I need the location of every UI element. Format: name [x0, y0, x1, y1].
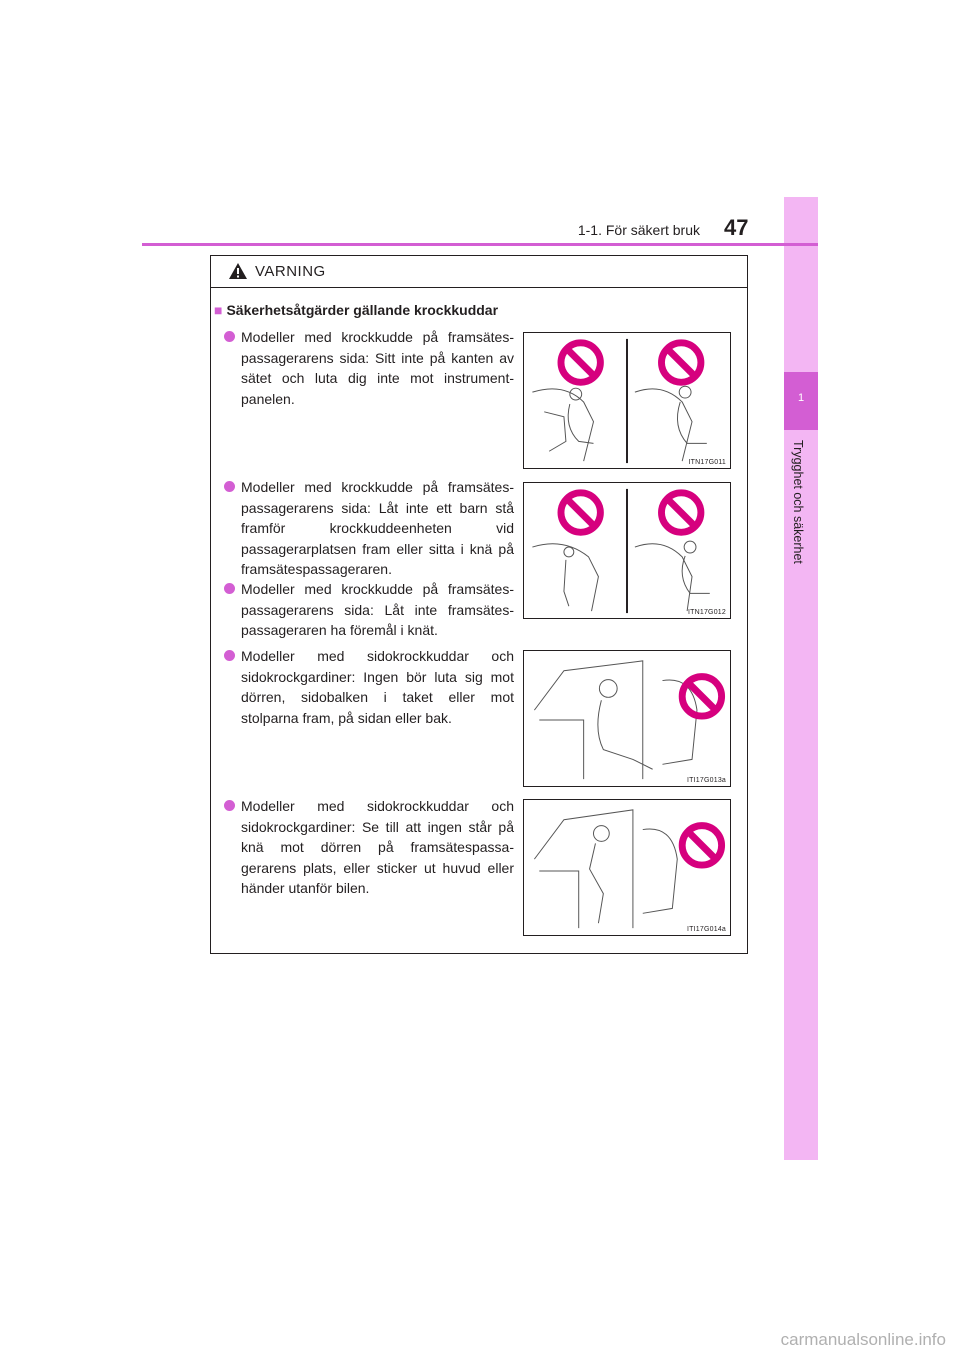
section-title-text: Säkerhetsåtgärder gällande krockkuddar — [226, 302, 499, 318]
figure-leaning-on-dashboard — [523, 332, 731, 469]
section-title — [214, 302, 498, 318]
figure-child-in-front-of-airbag — [523, 482, 731, 619]
warning-header — [211, 256, 747, 288]
illustration-image — [524, 333, 730, 468]
chapter-title: Trygghet och säkerhet — [791, 440, 805, 564]
list-item-text: Modeller med krockkudde på framsätes-passagerarens sida: Låt inte ett barn stå framför krockkuddeenheten vid passagerarplatsen fram eller sitta i knä på framsätespassageraren. — [241, 479, 514, 577]
figure-id: ITN17G012 — [688, 609, 726, 616]
bullet-icon — [224, 583, 235, 594]
header-rule — [142, 243, 818, 246]
list-item — [241, 579, 514, 641]
illustration-image — [524, 800, 730, 935]
bullet-icon — [224, 800, 235, 811]
chapter-side-tab — [784, 197, 818, 1160]
illustration-image — [524, 651, 730, 786]
list-item — [241, 646, 514, 728]
square-bullet-icon: ■ — [214, 302, 223, 318]
chapter-number: 1 — [797, 392, 805, 404]
figure-id: ITI17G014a — [687, 926, 726, 933]
bullet-icon — [224, 331, 235, 342]
figure-kneeling-against-door — [523, 799, 731, 936]
figure-id: ITI17G013a — [687, 777, 726, 784]
warning-label: VARNING — [255, 263, 326, 280]
list-item — [241, 796, 514, 899]
warning-triangle-icon — [228, 262, 248, 280]
bullet-icon — [224, 650, 235, 661]
bullet-icon — [224, 481, 235, 492]
list-item-text: Modeller med krockkudde på framsätes-passagerarens sida: Låt inte framsätes-passageraren ha föremål i knät. — [241, 581, 514, 638]
warning-box — [210, 255, 748, 954]
watermark: carmanualsonline.info — [780, 1330, 946, 1349]
list-item-text: Modeller med krockkudde på framsätes-passagerarens sida: Sitt inte på kanten av sätet och luta dig inte mot instrument-panelen. — [241, 329, 514, 407]
section-heading: 1-1. För säkert bruk — [577, 222, 700, 238]
page-number: 47 — [724, 215, 749, 240]
list-item-text: Modeller med sidokrockkuddar och sidokrockgardiner: Ingen bör luta sig mot dörren, sidobalken i taket eller mot stolparna fram, på sidan eller bak. — [241, 648, 514, 726]
figure-leaning-on-door — [523, 650, 731, 787]
illustration-image — [524, 483, 730, 618]
list-item-text: Modeller med sidokrockkuddar och sidokrockgardiner: Se till att ingen står på knä mot dörren på framsätespassa-gerarens plats, eller sticker ut huvud eller händer utanför bilen. — [241, 798, 514, 896]
list-item — [241, 477, 514, 580]
list-item — [241, 327, 514, 409]
figure-id: ITN17G011 — [688, 459, 726, 466]
